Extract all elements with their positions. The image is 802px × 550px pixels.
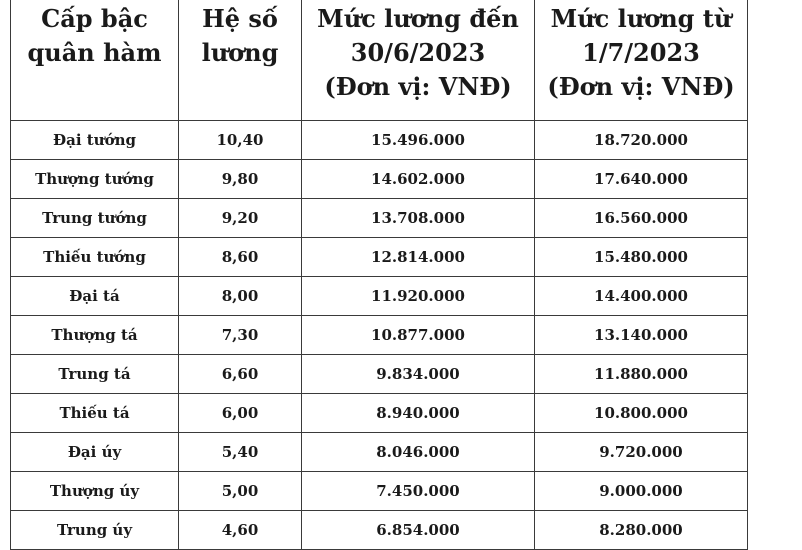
table-row [11,277,748,316]
header-salary-from-line-1: Mức lương từ [550,4,732,33]
cell-coefficient: 6,60 [179,355,302,394]
cell-rank: Trung úy [11,511,179,550]
table-row [11,238,748,277]
cell-rank: Đại tướng [11,121,179,160]
cell-salary-until: 7.450.000 [302,472,535,511]
cell-salary-until: 8.940.000 [302,394,535,433]
header-coefficient [179,0,302,121]
cell-coefficient: 9,20 [179,199,302,238]
header-salary-from-line-3: (Đơn vị: VNĐ) [547,72,735,101]
cell-salary-until: 8.046.000 [302,433,535,472]
cell-salary-from: 16.560.000 [535,199,748,238]
cell-rank: Trung tá [11,355,179,394]
header-rank [11,0,179,121]
cell-coefficient: 4,60 [179,511,302,550]
cell-coefficient: 8,60 [179,238,302,277]
cell-coefficient: 8,00 [179,277,302,316]
cell-salary-until: 12.814.000 [302,238,535,277]
cell-salary-until: 13.708.000 [302,199,535,238]
cell-coefficient: 5,40 [179,433,302,472]
cell-salary-from: 18.720.000 [535,121,748,160]
table-row [11,199,748,238]
table-row [11,355,748,394]
table-row [11,160,748,199]
table-body [11,121,748,550]
table-row [11,472,748,511]
cell-salary-until: 9.834.000 [302,355,535,394]
cell-salary-until: 15.496.000 [302,121,535,160]
header-coefficient-line-1: Hệ số [202,4,278,33]
cell-coefficient: 5,00 [179,472,302,511]
cell-rank: Thượng tướng [11,160,179,199]
cell-salary-from: 15.480.000 [535,238,748,277]
cell-salary-from: 8.280.000 [535,511,748,550]
cell-salary-from: 11.880.000 [535,355,748,394]
cell-rank: Thiếu tá [11,394,179,433]
header-salary-from-line-2: 1/7/2023 [582,38,700,67]
table-row [11,121,748,160]
cell-rank: Thiếu tướng [11,238,179,277]
cell-salary-until: 14.602.000 [302,160,535,199]
table-row [11,433,748,472]
cell-salary-from: 14.400.000 [535,277,748,316]
header-salary-until-line-3: (Đơn vị: VNĐ) [324,72,512,101]
cell-salary-from: 13.140.000 [535,316,748,355]
table-row [11,316,748,355]
salary-table [10,0,748,550]
cell-salary-from: 9.720.000 [535,433,748,472]
table-row [11,394,748,433]
cell-coefficient: 10,40 [179,121,302,160]
cell-salary-until: 6.854.000 [302,511,535,550]
header-salary-until-line-2: 30/6/2023 [350,38,486,67]
cell-salary-from: 17.640.000 [535,160,748,199]
header-salary-from [535,0,748,121]
cell-rank: Đại úy [11,433,179,472]
cell-rank: Thượng úy [11,472,179,511]
header-rank-line-1: Cấp bậc [41,4,148,33]
header-coefficient-line-2: lương [201,38,279,67]
cell-rank: Thượng tá [11,316,179,355]
cell-salary-from: 10.800.000 [535,394,748,433]
header-salary-until-line-1: Mức lương đến [317,4,519,33]
header-rank-line-2: quân hàm [27,38,162,67]
header-salary-until [302,0,535,121]
cell-rank: Trung tướng [11,199,179,238]
header-row [11,0,748,121]
cell-rank: Đại tá [11,277,179,316]
cell-salary-until: 11.920.000 [302,277,535,316]
cell-coefficient: 9,80 [179,160,302,199]
cell-coefficient: 7,30 [179,316,302,355]
table-row [11,511,748,550]
cell-salary-until: 10.877.000 [302,316,535,355]
cell-salary-from: 9.000.000 [535,472,748,511]
cell-coefficient: 6,00 [179,394,302,433]
